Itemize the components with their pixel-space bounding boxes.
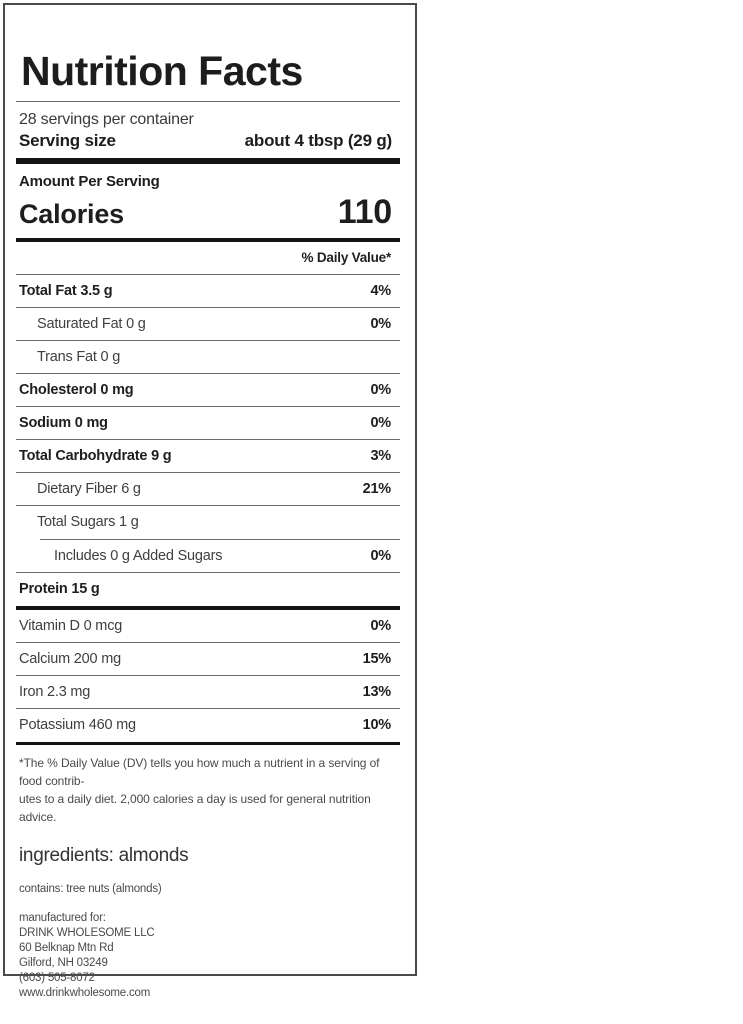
title-divider	[16, 101, 400, 102]
amount-per-serving: Amount Per Serving	[19, 173, 160, 191]
serving-size-value: about 4 tbsp (29 g)	[244, 131, 392, 151]
nutrient-dv: 3%	[370, 448, 391, 465]
nutrient-dv: 0%	[370, 548, 391, 565]
manufacturer-line-city: Gilford, NH 03249	[19, 957, 108, 970]
nutrient-row-total-sugars	[16, 506, 400, 539]
mineral-row-iron	[16, 676, 400, 709]
nutrient-name: Trans Fat 0 g	[37, 349, 121, 366]
nutrient-name: Protein 15 g	[19, 581, 100, 598]
nutrient-row-cholesterol	[16, 374, 400, 407]
thick-divider-serving	[16, 158, 400, 164]
nutrient-row-sodium	[16, 407, 400, 440]
nutrient-name: Cholesterol 0 mg	[19, 382, 134, 399]
manufacturer-line-street: 60 Belknap Mtn Rd	[19, 942, 114, 955]
manufacturer-line-website: www.drinkwholesome.com	[19, 987, 151, 1000]
nutrient-name: Dietary Fiber 6 g	[37, 481, 141, 498]
manufacturer-line-company: DRINK WHOLESOME LLC	[19, 927, 155, 940]
nutrient-name: Includes 0 g Added Sugars	[54, 548, 223, 565]
allergen-contains-text: contains: tree nuts (almonds)	[19, 883, 162, 896]
nutrient-name: Sodium 0 mg	[19, 415, 108, 432]
nutrient-dv: 0%	[370, 316, 391, 333]
mineral-dv: 10%	[362, 717, 391, 734]
nutrient-dv: 0%	[370, 415, 391, 432]
nutrient-row-total-fat	[16, 275, 400, 308]
manufacturer-block	[16, 911, 400, 1001]
nutrient-dv: 0%	[370, 382, 391, 399]
daily-value-footnote	[16, 745, 400, 826]
serving-size-label: Serving size	[19, 131, 116, 151]
mineral-name: Calcium 200 mg	[19, 651, 121, 668]
mineral-row-calcium	[16, 643, 400, 676]
ingredients-text: ingredients: almonds	[19, 845, 189, 867]
mineral-dv: 15%	[362, 651, 391, 668]
nutrient-row-saturated-fat	[16, 308, 400, 341]
nutrition-facts-label	[3, 3, 417, 1000]
nutrient-dv	[391, 341, 400, 373]
servings-per-container: 28 servings per container	[19, 111, 194, 129]
nutrient-dv: 21%	[362, 481, 391, 498]
calories-label: Calories	[19, 199, 124, 230]
mineral-name: Potassium 460 mg	[19, 717, 136, 734]
manufacturer-line-intro: manufactured for:	[19, 912, 106, 925]
nutrient-dv	[391, 506, 400, 539]
label-title: Nutrition Facts	[21, 48, 303, 94]
footnote-line-2: utes to a daily diet. 2,000 calories a day is used for general nutrition advice.	[19, 792, 371, 825]
daily-value-header: % Daily Value*	[301, 250, 391, 266]
nutrient-name: Saturated Fat 0 g	[37, 316, 146, 333]
calories-row	[16, 191, 400, 238]
nutrient-name: Total Fat 3.5 g	[19, 283, 113, 300]
nutrient-row-added-sugars	[16, 540, 400, 573]
nutrient-name: Total Carbohydrate 9 g	[19, 448, 172, 465]
mineral-name: Iron 2.3 mg	[19, 684, 91, 701]
nutrient-row-trans-fat	[16, 341, 400, 374]
footnote-line-1: *The % Daily Value (DV) tells you how much a nutrient in a serving of food contrib-	[19, 756, 380, 789]
mineral-row-potassium	[16, 709, 400, 742]
nutrient-dv	[391, 573, 400, 606]
serving-size-row	[16, 129, 400, 158]
calories-value: 110	[337, 193, 392, 232]
nutrient-row-total-carbohydrate	[16, 440, 400, 473]
nutrient-row-protein	[16, 573, 400, 606]
nutrient-dv: 4%	[370, 283, 391, 300]
mineral-dv: 13%	[362, 684, 391, 701]
mineral-row-vitamin-d	[16, 610, 400, 643]
nutrient-name: Total Sugars 1 g	[37, 514, 139, 531]
manufacturer-line-phone: (603) 505-8072	[19, 972, 95, 985]
mineral-name: Vitamin D 0 mcg	[19, 618, 123, 635]
mineral-dv: 0%	[370, 618, 391, 635]
nutrient-row-dietary-fiber	[16, 473, 400, 506]
